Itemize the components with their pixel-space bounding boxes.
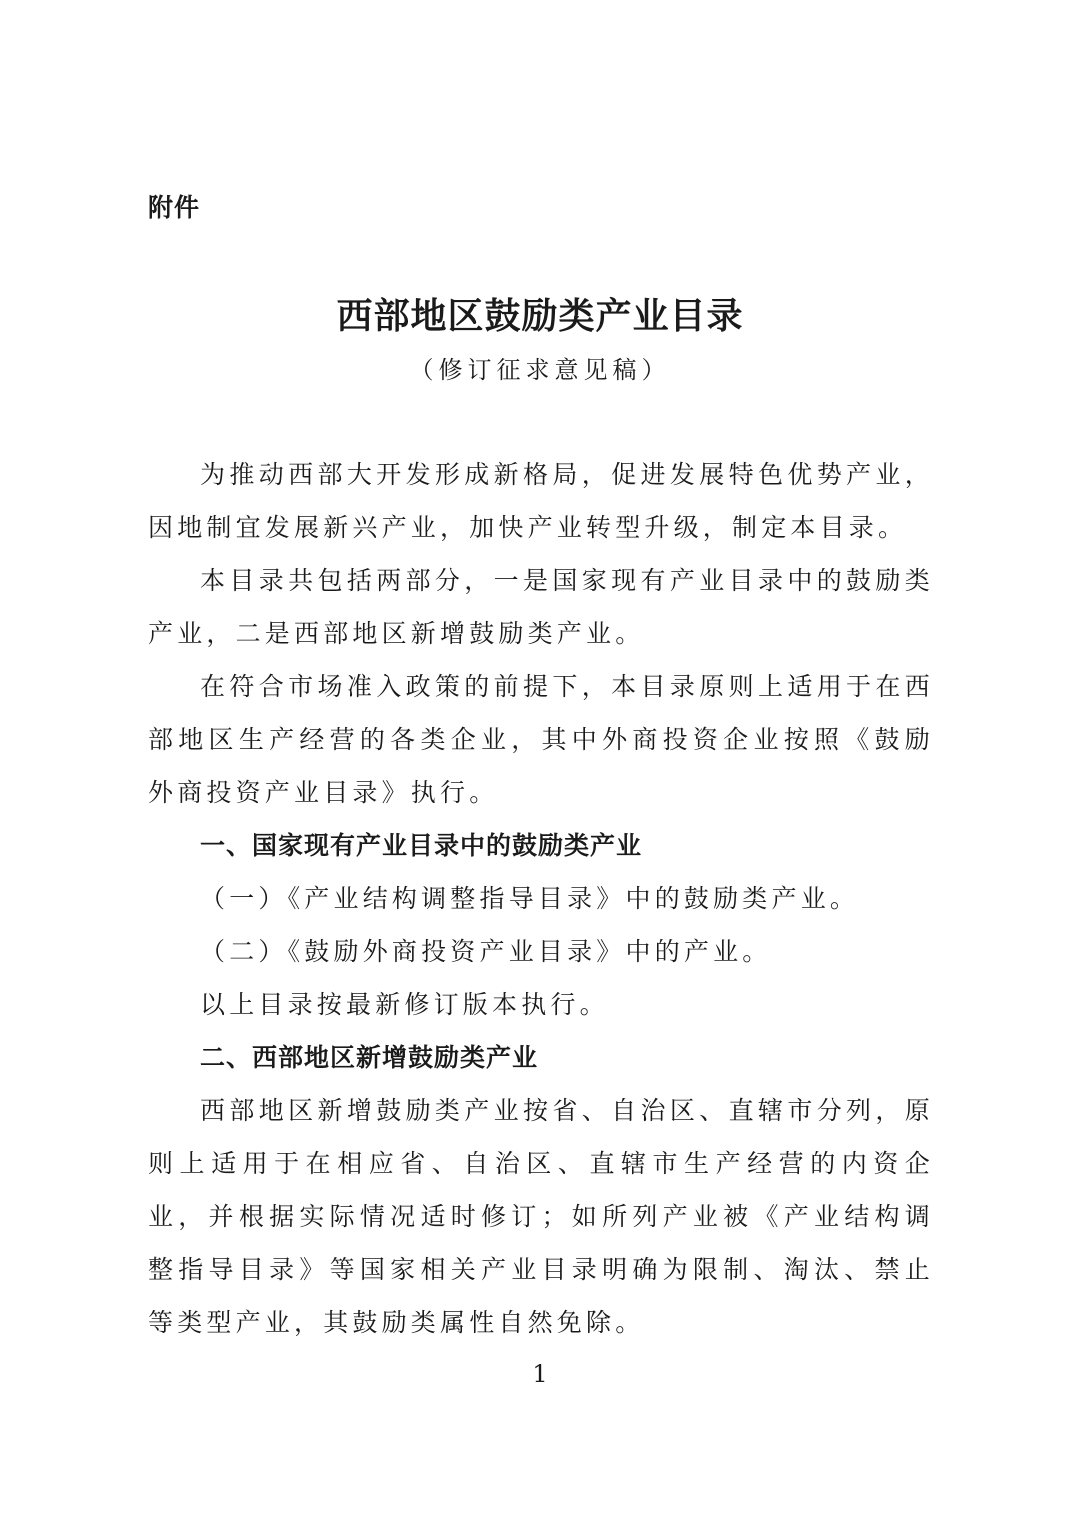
- section-1-note: 以上目录按最新修订版本执行。: [200, 990, 609, 1019]
- intro-paragraph-2: 本目录共包括两部分，一是国家现有产业目录中的鼓励类产业，二是西部地区新增鼓励类产业。: [148, 566, 934, 648]
- document-subtitle: （修订征求意见稿）: [409, 356, 671, 384]
- section-1-item-1: （一）《产业结构调整指导目录》中的鼓励类产业。: [200, 884, 860, 913]
- section-1-item-2: （二）《鼓励外商投资产业目录》中的产业。: [200, 937, 772, 966]
- page-number: 1: [532, 1360, 548, 1388]
- section-2-heading: 二、西部地区新增鼓励类产业: [200, 1043, 539, 1072]
- section-1-heading: 一、国家现有产业目录中的鼓励类产业: [200, 831, 643, 860]
- document-title: 西部地区鼓励类产业目录: [336, 295, 744, 337]
- intro-paragraph-3: 在符合市场准入政策的前提下，本目录原则上适用于在西部地区生产经营的各类企业，其中外商投资企业按照《鼓励外商投资产业目录》执行。: [148, 672, 934, 807]
- intro-paragraph-1: 为推动西部大开发形成新格局，促进发展特色优势产业，因地制宜发展新兴产业，加快产业转型升级，制定本目录。: [148, 460, 934, 542]
- attachment-label: 附件: [148, 193, 201, 222]
- document-body: [148, 448, 934, 1349]
- section-2-paragraph: 西部地区新增鼓励类产业按省、自治区、直辖市分列，原则上适用于在相应省、自治区、直辖市生产经营的内资企业，并根据实际情况适时修订；如所列产业被《产业结构调整指导目录》等国家相关产业目录明确为限制、淘汰、禁止等类型产业，其鼓励类属性自然免除。: [148, 1096, 934, 1337]
